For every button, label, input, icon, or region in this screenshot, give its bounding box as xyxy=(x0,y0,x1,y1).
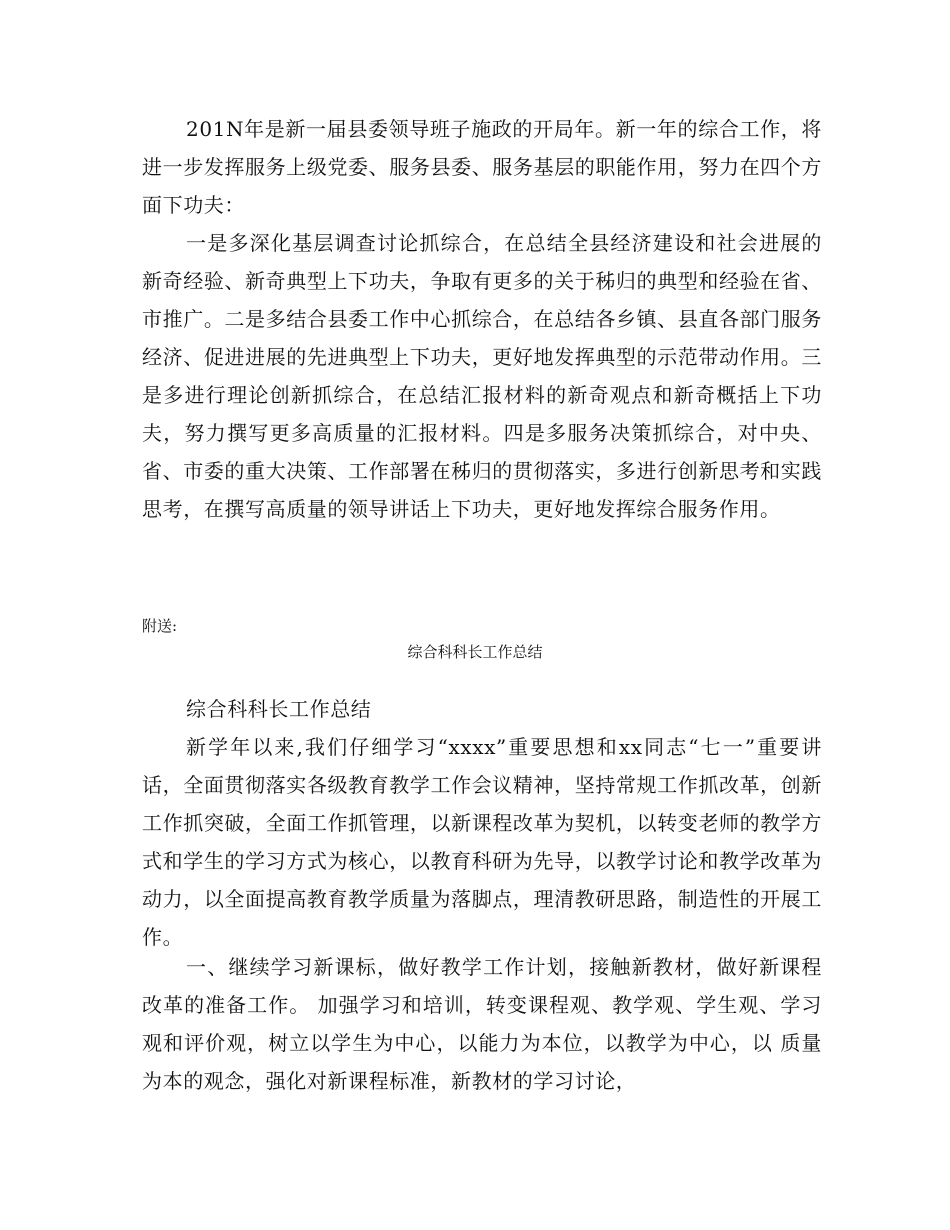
attachment-label: 附送: xyxy=(142,617,178,635)
summary-intro-paragraph: 新学年以来,我们仔细学习“xxxx”重要思想和xx同志“七一”重要讲话，全面贯彻落实各级教育教学工作会议精神，坚持常规工作抓改革，创新工作抓突破，全面工作抓管理，以新课程改革为契机，以转变老师的教学方式和学生的学习方式为核心，以教育科研为先导，以教学讨论和教学改革为动力，以全面提高教育教学质量为落脚点，理清教研思路，制造性的开展工作。 xyxy=(142,735,822,949)
four-aspects-paragraph: 一是多深化基层调查讨论抓综合，在总结全县经济建设和社会进展的新奇经验、新奇典型上下功夫，争取有更多的关于秭归的典型和经验在省、市推广。二是多结合县委工作中心抓综合，在总结各乡镇、县直各部门服务经济、促进进展的先进典型上下功夫，更好地发挥典型的示范带动作用。三是多进行理论创新抓综合，在总结汇报材料的新奇观点和新奇概括上下功夫，努力撰写更多高质量的汇报材料。四是多服务决策抓综合，对中央、省、市委的重大决策、工作部署在秭归的贯彻落实，多进行创新思考和实践思考，在撰写高质量的领导讲话上下功夫，更好地发挥综合服务作用。 xyxy=(142,231,822,521)
intro-paragraph: 201N年是新一届县委领导班子施政的开局年。新一年的综合工作，将进一步发挥服务上级党委、服务县委、服务基层的职能作用，努力在四个方面下功夫： xyxy=(142,117,822,217)
section-heading: 综合科科长工作总结 xyxy=(186,697,372,721)
attachment-title: 综合科科长工作总结 xyxy=(407,643,543,661)
section-one-paragraph: 一、继续学习新课标，做好教学工作计划，接触新教材，做好新课程改革的准备工作。 加强学习和培训，转变课程观、教学观、学生观、学习观和评价观，树立以学生为中心，以能力为本位，以教学为中心，以 质量为本的观念，强化对新课程标准，新教材的学习讨论， xyxy=(142,955,822,1093)
